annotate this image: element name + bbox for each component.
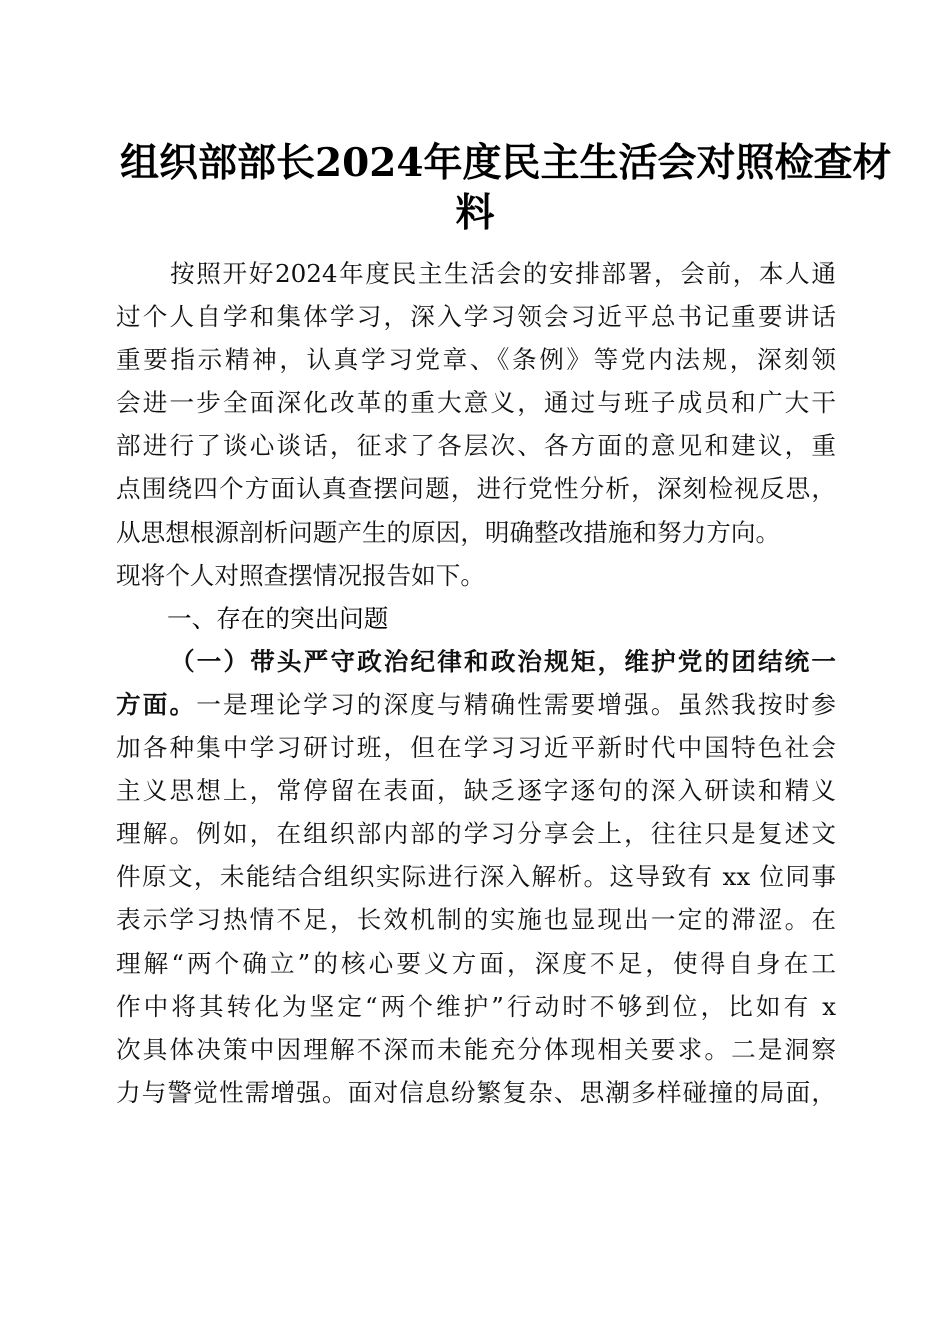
- subsection-heading-line: [116, 640, 836, 683]
- section-line-5: 件原文，未能结合组织实际进行深入解析。这导致有 xx 位同事: [116, 862, 836, 892]
- section-line-10: 力与警觉性需增强。面对信息纷繁复杂、思潮多样碰撞的局面，: [116, 1077, 836, 1107]
- intro-line-5: 部进行了谈心谈话，征求了各层次、各方面的意见和建议，重: [116, 431, 836, 461]
- section-line-3: 主义思想上，常停留在表面，缺乏逐字逐句的深入研读和精义: [116, 776, 836, 806]
- section-line-6: 表示学习热情不足，长效机制的实施也显现出一定的滞涩。在: [116, 905, 836, 935]
- intro-line-1: 按照开好2024年度民主生活会的安排部署，会前，本人通: [170, 259, 836, 288]
- section-line-7: 理解“两个确立”的核心要义方面，深度不足，使得自身在工: [116, 948, 836, 978]
- section-heading: 一、存在的突出问题: [167, 603, 389, 633]
- intro-line-8: 现将个人对照查摆情况报告如下。: [116, 560, 485, 590]
- intro-line-6: 点围绕四个方面认真查摆问题，进行党性分析，深刻检视反思，: [116, 474, 836, 504]
- title-line-2: 料: [455, 190, 495, 236]
- document-title: [120, 138, 892, 238]
- section-line-9: 次具体决策中因理解不深而未能充分体现相关要求。二是洞察: [116, 1034, 836, 1064]
- intro-line-7: 从思想根源剖析问题产生的原因，明确整改措施和努力方向。: [116, 517, 781, 547]
- section-line-1: [116, 683, 836, 726]
- section-line-1-text: 一是理论学习的深度与精确性需要增强。虽然我按时参: [196, 689, 836, 719]
- section-line-2: 加各种集中学习研讨班，但在学习习近平新时代中国特色社会: [116, 733, 836, 763]
- section-line-8: 作中将其转化为坚定“两个维护”行动时不够到位，比如有 x: [116, 991, 836, 1021]
- title-line-1: 组织部部长2024年度民主生活会对照检查材: [120, 140, 892, 186]
- subsection-heading: （一）带头严守政治纪律和政治规矩，维护党的团结统一: [170, 646, 836, 676]
- section-line-4: 理解。例如，在组织部内部的学习分享会上，往往只是复述文: [116, 819, 836, 849]
- intro-line-2: 过个人自学和集体学习，深入学习领会习近平总书记重要讲话: [116, 302, 836, 332]
- intro-line-3: 重要指示精神，认真学习党章、《条例》等党内法规，深刻领: [116, 345, 836, 375]
- subsection-heading-end: 方面。: [116, 689, 197, 719]
- document-body: [116, 252, 836, 1114]
- intro-line-4: 会进一步全面深化改革的重大意义，通过与班子成员和广大干: [116, 388, 836, 418]
